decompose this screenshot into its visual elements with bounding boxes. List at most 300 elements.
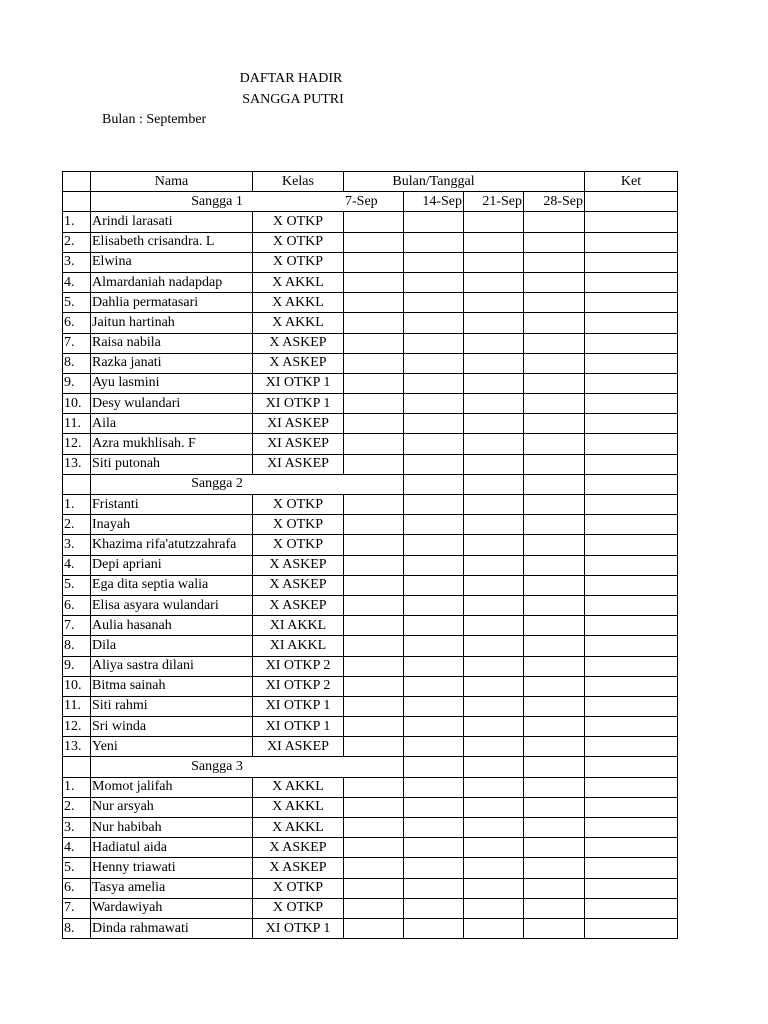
attendance-cell: [404, 535, 464, 555]
note-cell: [585, 656, 678, 676]
student-class: X ASKEP: [253, 595, 344, 615]
row-number: 8.: [63, 918, 91, 938]
attendance-cell: [404, 595, 464, 615]
attendance-cell: [404, 555, 464, 575]
row-number: 7.: [63, 616, 91, 636]
row-number: 7.: [63, 333, 91, 353]
student-class: X OTKP: [253, 898, 344, 918]
note-cell: [585, 252, 678, 272]
row-number: 13.: [63, 737, 91, 757]
row-number: 6.: [63, 878, 91, 898]
student-name: Razka janati: [91, 353, 253, 373]
attendance-cell: [404, 575, 464, 595]
student-name: Wardawiyah: [91, 898, 253, 918]
attendance-cell: [404, 212, 464, 232]
attendance-cell: [464, 495, 524, 515]
student-name: Dila: [91, 636, 253, 656]
header-class: Kelas: [253, 172, 344, 192]
attendance-cell: [464, 717, 524, 737]
table-row: [63, 616, 678, 636]
attendance-cell: [464, 515, 524, 535]
table-row: [63, 272, 678, 292]
attendance-cell: [344, 878, 404, 898]
student-class: XI ASKEP: [253, 414, 344, 434]
student-name: Khazima rifa'atutzzahrafa: [91, 535, 253, 555]
group-header-row: [63, 192, 678, 212]
row-number: 1.: [63, 495, 91, 515]
student-class: XI ASKEP: [253, 737, 344, 757]
attendance-cell: [464, 838, 524, 858]
attendance-cell: [404, 333, 464, 353]
student-class: XI OTKP 1: [253, 394, 344, 414]
empty-date-cell: [464, 474, 524, 494]
attendance-cell: [524, 858, 585, 878]
note-cell: [585, 313, 678, 333]
attendance-cell: [344, 797, 404, 817]
row-number: 1.: [63, 777, 91, 797]
date-header-4: 28-Sep: [524, 192, 585, 212]
table-row: [63, 454, 678, 474]
attendance-cell: [404, 818, 464, 838]
student-name: Dinda rahmawati: [91, 918, 253, 938]
row-number: 7.: [63, 898, 91, 918]
attendance-cell: [344, 495, 404, 515]
empty-date-cell: [404, 474, 464, 494]
attendance-cell: [524, 353, 585, 373]
table-row: [63, 232, 678, 252]
note-cell: [585, 555, 678, 575]
note-cell: [585, 212, 678, 232]
row-number: 11.: [63, 414, 91, 434]
student-name: Ayu lasmini: [91, 373, 253, 393]
note-cell: [585, 373, 678, 393]
attendance-cell: [464, 535, 524, 555]
attendance-cell: [464, 252, 524, 272]
attendance-cell: [404, 434, 464, 454]
header-number-cell: [63, 172, 91, 192]
student-name: Jaitun hartinah: [91, 313, 253, 333]
attendance-cell: [464, 858, 524, 878]
attendance-cell: [524, 394, 585, 414]
student-name: Tasya amelia: [91, 878, 253, 898]
student-name: Aulia hasanah: [91, 616, 253, 636]
table-row: [63, 535, 678, 555]
attendance-cell: [404, 717, 464, 737]
attendance-cell: [404, 797, 464, 817]
note-cell: [585, 616, 678, 636]
document-title: DAFTAR HADIR: [239, 71, 343, 86]
row-number: 3.: [63, 252, 91, 272]
attendance-cell: [464, 636, 524, 656]
student-class: X OTKP: [253, 252, 344, 272]
attendance-cell: [344, 636, 404, 656]
group-number-cell: [63, 757, 91, 777]
attendance-cell: [524, 252, 585, 272]
row-number: 1.: [63, 212, 91, 232]
attendance-cell: [344, 252, 404, 272]
table-row: [63, 818, 678, 838]
table-row: [63, 252, 678, 272]
table-row: [63, 858, 678, 878]
student-class: XI AKKL: [253, 616, 344, 636]
student-name: Desy wulandari: [91, 394, 253, 414]
attendance-cell: [404, 737, 464, 757]
table-row: [63, 212, 678, 232]
attendance-cell: [524, 454, 585, 474]
table-row: [63, 373, 678, 393]
attendance-cell: [344, 838, 404, 858]
note-cell: [585, 777, 678, 797]
row-number: 2.: [63, 232, 91, 252]
row-number: 9.: [63, 656, 91, 676]
attendance-cell: [464, 797, 524, 817]
note-cell: [585, 293, 678, 313]
student-class: X ASKEP: [253, 838, 344, 858]
row-number: 10.: [63, 676, 91, 696]
attendance-cell: [464, 232, 524, 252]
attendance-cell: [464, 818, 524, 838]
student-name: Elwina: [91, 252, 253, 272]
attendance-cell: [464, 898, 524, 918]
student-name: Inayah: [91, 515, 253, 535]
table-row: [63, 878, 678, 898]
student-class: XI OTKP 2: [253, 676, 344, 696]
attendance-cell: [344, 535, 404, 555]
student-name: Fristanti: [91, 495, 253, 515]
header-empty-cell: [524, 172, 585, 192]
group-header-row: [63, 757, 678, 777]
attendance-cell: [404, 676, 464, 696]
student-name: Nur habibah: [91, 818, 253, 838]
student-name: Siti rahmi: [91, 696, 253, 716]
table-row: [63, 313, 678, 333]
table-row: [63, 797, 678, 817]
student-class: X OTKP: [253, 878, 344, 898]
attendance-cell: [464, 656, 524, 676]
attendance-cell: [404, 252, 464, 272]
note-cell: [585, 757, 678, 777]
attendance-cell: [524, 575, 585, 595]
note-cell: [585, 595, 678, 615]
attendance-cell: [524, 373, 585, 393]
attendance-cell: [524, 737, 585, 757]
attendance-cell: [404, 394, 464, 414]
attendance-cell: [344, 777, 404, 797]
note-cell: [585, 515, 678, 535]
note-cell: [585, 838, 678, 858]
attendance-cell: [524, 777, 585, 797]
attendance-cell: [404, 293, 464, 313]
note-cell: [585, 454, 678, 474]
row-number: 10.: [63, 394, 91, 414]
attendance-cell: [344, 595, 404, 615]
note-cell: [585, 818, 678, 838]
row-number: 6.: [63, 313, 91, 333]
table-row: [63, 555, 678, 575]
empty-date-cell: [404, 757, 464, 777]
attendance-cell: [404, 858, 464, 878]
group-number-cell: [63, 192, 91, 212]
student-class: X OTKP: [253, 212, 344, 232]
student-class: XI OTKP 1: [253, 696, 344, 716]
note-cell: [585, 858, 678, 878]
attendance-cell: [464, 696, 524, 716]
attendance-cell: [464, 333, 524, 353]
student-class: X ASKEP: [253, 353, 344, 373]
group-label: Sangga 2: [91, 474, 344, 494]
attendance-cell: [464, 293, 524, 313]
attendance-cell: [344, 898, 404, 918]
empty-date-cell: [524, 757, 585, 777]
note-cell: [585, 636, 678, 656]
student-class: XI AKKL: [253, 636, 344, 656]
attendance-cell: [464, 616, 524, 636]
group-header-row: [63, 474, 678, 494]
attendance-cell: [344, 515, 404, 535]
attendance-cell: [524, 272, 585, 292]
note-cell: [585, 353, 678, 373]
student-name: Dahlia permatasari: [91, 293, 253, 313]
attendance-cell: [404, 616, 464, 636]
attendance-cell: [344, 313, 404, 333]
table-row: [63, 777, 678, 797]
attendance-cell: [344, 232, 404, 252]
attendance-cell: [404, 414, 464, 434]
row-number: 9.: [63, 373, 91, 393]
attendance-cell: [524, 636, 585, 656]
table-row: [63, 353, 678, 373]
date-header-2: 14-Sep: [404, 192, 464, 212]
student-class: X OTKP: [253, 515, 344, 535]
attendance-cell: [464, 595, 524, 615]
attendance-cell: [344, 737, 404, 757]
student-name: Aliya sastra dilani: [91, 656, 253, 676]
table-row: [63, 434, 678, 454]
attendance-cell: [344, 272, 404, 292]
row-number: 4.: [63, 272, 91, 292]
attendance-cell: [464, 676, 524, 696]
attendance-cell: [524, 656, 585, 676]
note-cell: [585, 676, 678, 696]
attendance-cell: [524, 797, 585, 817]
note-cell: [585, 918, 678, 938]
note-cell: [585, 797, 678, 817]
student-name: Aila: [91, 414, 253, 434]
student-name: Henny triawati: [91, 858, 253, 878]
note-cell: [585, 272, 678, 292]
row-number: 5.: [63, 293, 91, 313]
student-name: Arindi larasati: [91, 212, 253, 232]
attendance-cell: [524, 595, 585, 615]
attendance-cell: [464, 212, 524, 232]
table-row: [63, 414, 678, 434]
attendance-cell: [344, 454, 404, 474]
student-class: XI OTKP 1: [253, 373, 344, 393]
row-number: 3.: [63, 535, 91, 555]
student-class: XI ASKEP: [253, 454, 344, 474]
attendance-table-body: [63, 172, 678, 939]
attendance-cell: [464, 434, 524, 454]
attendance-cell: [344, 394, 404, 414]
header-date-group: Bulan/Tanggal: [344, 172, 524, 192]
attendance-cell: [404, 918, 464, 938]
attendance-cell: [464, 313, 524, 333]
attendance-cell: [524, 414, 585, 434]
attendance-cell: [524, 515, 585, 535]
attendance-cell: [524, 676, 585, 696]
attendance-cell: [404, 636, 464, 656]
student-class: X OTKP: [253, 495, 344, 515]
note-cell: [585, 192, 678, 212]
attendance-cell: [404, 454, 464, 474]
student-class: X OTKP: [253, 535, 344, 555]
attendance-cell: [344, 676, 404, 696]
student-name: Depi apriani: [91, 555, 253, 575]
student-class: X OTKP: [253, 232, 344, 252]
student-name: Yeni: [91, 737, 253, 757]
attendance-cell: [524, 555, 585, 575]
note-cell: [585, 474, 678, 494]
attendance-cell: [344, 717, 404, 737]
student-name: Azra mukhlisah. F: [91, 434, 253, 454]
attendance-cell: [464, 918, 524, 938]
note-cell: [585, 696, 678, 716]
student-class: X AKKL: [253, 293, 344, 313]
empty-date-cell: [344, 474, 404, 494]
row-number: 12.: [63, 717, 91, 737]
attendance-cell: [524, 495, 585, 515]
attendance-cell: [524, 696, 585, 716]
attendance-cell: [524, 212, 585, 232]
student-class: X AKKL: [253, 777, 344, 797]
attendance-cell: [524, 434, 585, 454]
row-number: 2.: [63, 515, 91, 535]
note-cell: [585, 717, 678, 737]
table-row: [63, 575, 678, 595]
student-name: Bitma sainah: [91, 676, 253, 696]
attendance-cell: [344, 918, 404, 938]
attendance-cell: [344, 212, 404, 232]
attendance-cell: [404, 495, 464, 515]
attendance-cell: [464, 878, 524, 898]
attendance-cell: [524, 232, 585, 252]
date-header-3: 21-Sep: [464, 192, 524, 212]
row-number: 6.: [63, 595, 91, 615]
note-cell: [585, 535, 678, 555]
attendance-cell: [464, 272, 524, 292]
attendance-cell: [404, 878, 464, 898]
table-row: [63, 293, 678, 313]
attendance-cell: [404, 272, 464, 292]
student-class: X AKKL: [253, 313, 344, 333]
table-row: [63, 394, 678, 414]
attendance-cell: [524, 313, 585, 333]
attendance-cell: [464, 555, 524, 575]
table-row: [63, 838, 678, 858]
student-name: Hadiatul aida: [91, 838, 253, 858]
note-cell: [585, 232, 678, 252]
attendance-cell: [464, 394, 524, 414]
attendance-cell: [524, 717, 585, 737]
date-header-1: 7-Sep: [344, 192, 404, 212]
attendance-cell: [404, 373, 464, 393]
student-class: X ASKEP: [253, 555, 344, 575]
student-name: Raisa nabila: [91, 333, 253, 353]
attendance-cell: [524, 878, 585, 898]
table-row: [63, 676, 678, 696]
student-name: Ega dita septia walia: [91, 575, 253, 595]
attendance-cell: [404, 515, 464, 535]
table-row: [63, 737, 678, 757]
attendance-cell: [524, 818, 585, 838]
note-cell: [585, 434, 678, 454]
empty-date-cell: [464, 757, 524, 777]
student-class: X ASKEP: [253, 858, 344, 878]
row-number: 13.: [63, 454, 91, 474]
empty-date-cell: [524, 474, 585, 494]
attendance-cell: [524, 838, 585, 858]
attendance-cell: [404, 656, 464, 676]
row-number: 5.: [63, 858, 91, 878]
attendance-table: [62, 171, 678, 939]
empty-date-cell: [344, 757, 404, 777]
attendance-cell: [404, 353, 464, 373]
attendance-cell: [404, 838, 464, 858]
student-class: XI OTKP 2: [253, 656, 344, 676]
attendance-cell: [344, 555, 404, 575]
attendance-cell: [344, 858, 404, 878]
attendance-cell: [344, 434, 404, 454]
row-number: 3.: [63, 818, 91, 838]
row-number: 8.: [63, 353, 91, 373]
attendance-cell: [524, 535, 585, 555]
attendance-cell: [404, 696, 464, 716]
attendance-cell: [464, 777, 524, 797]
student-class: X AKKL: [253, 797, 344, 817]
attendance-cell: [464, 575, 524, 595]
student-class: XI ASKEP: [253, 434, 344, 454]
attendance-cell: [464, 454, 524, 474]
student-name: Momot jalifah: [91, 777, 253, 797]
student-class: XI OTKP 1: [253, 918, 344, 938]
attendance-cell: [344, 696, 404, 716]
note-cell: [585, 414, 678, 434]
attendance-cell: [464, 414, 524, 434]
table-row: [63, 696, 678, 716]
note-cell: [585, 495, 678, 515]
note-cell: [585, 575, 678, 595]
student-class: X ASKEP: [253, 575, 344, 595]
row-number: 12.: [63, 434, 91, 454]
attendance-cell: [344, 616, 404, 636]
student-name: Elisa asyara wulandari: [91, 595, 253, 615]
attendance-cell: [404, 232, 464, 252]
student-class: XI OTKP 1: [253, 717, 344, 737]
table-row: [63, 656, 678, 676]
student-class: X AKKL: [253, 272, 344, 292]
row-number: 2.: [63, 797, 91, 817]
row-number: 5.: [63, 575, 91, 595]
attendance-cell: [524, 293, 585, 313]
note-cell: [585, 898, 678, 918]
header-note: Ket: [585, 172, 678, 192]
month-label: Bulan : September: [102, 112, 207, 127]
note-cell: [585, 394, 678, 414]
attendance-cell: [344, 414, 404, 434]
attendance-cell: [524, 898, 585, 918]
header-name: Nama: [91, 172, 253, 192]
student-name: Elisabeth crisandra. L: [91, 232, 253, 252]
